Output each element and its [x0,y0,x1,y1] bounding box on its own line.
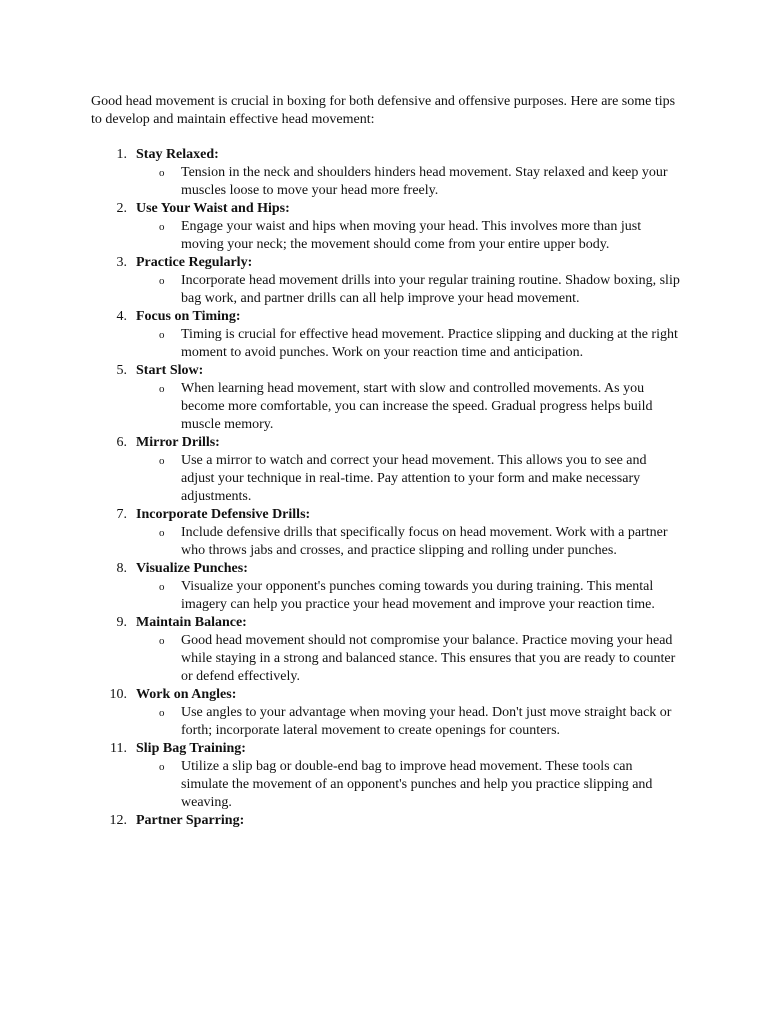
tip-detail-text: Use a mirror to watch and correct your head movement. This allows you to see and adjust your technique in real-time. Pay attention to your form and make necessary adjustments. [181,453,647,504]
bullet-icon: o [159,383,165,395]
tip-number: 5. [116,363,127,378]
tip-title: Focus on Timing: [136,309,241,324]
bullet-icon: o [159,221,165,233]
tip-title: Partner Sparring: [136,813,245,828]
bullet-icon: o [159,329,165,341]
tip-detail-item [159,578,681,614]
tip-number: 9. [116,615,127,630]
tip-detail-item [159,524,681,560]
bullet-icon: o [159,167,165,179]
tip-number: 7. [116,507,127,522]
tip-number: 10. [109,687,127,702]
tip-number: 2. [116,201,127,216]
tip-number: 8. [116,561,127,576]
tip-item [91,146,691,200]
tip-detail-text: Good head movement should not compromise your balance. Practice moving your head while staying in a strong and balanced stance. This ensures that you are ready to counter or defend effectively. [181,633,676,684]
tip-number: 4. [116,309,127,324]
tip-number: 12. [109,813,127,828]
tip-item [91,560,691,614]
tip-detail-text: Utilize a slip bag or double-end bag to improve head movement. These tools can simulate the movement of an opponent's punches and help you practice slipping and weaving. [181,759,653,810]
tip-detail-item [159,272,681,308]
tip-number: 3. [116,255,127,270]
bullet-icon: o [159,527,165,539]
tip-detail-text: Use angles to your advantage when moving your head. Don't just move straight back or forth; incorporate lateral movement to create openings for counters. [181,705,672,738]
tip-title: Stay Relaxed: [136,147,219,162]
tip-item [91,254,691,308]
tip-item [91,506,691,560]
intro-paragraph: Good head movement is crucial in boxing for both defensive and offensive purposes. Here are some tips to develop and maintain effective head movement: [91,94,676,127]
tip-title: Maintain Balance: [136,615,247,630]
tip-detail-item [159,380,681,434]
bullet-icon: o [159,707,165,719]
bullet-icon: o [159,635,165,647]
tip-detail-text: Timing is crucial for effective head movement. Practice slipping and ducking at the right moment to avoid punches. Work on your reaction time and anticipation. [181,327,678,360]
bullet-icon: o [159,761,165,773]
tip-title: Mirror Drills: [136,435,220,450]
tip-detail-text: Incorporate head movement drills into your regular training routine. Shadow boxing, slip bag work, and partner drills can all help improve your head movement. [181,273,680,306]
tip-detail-item [159,452,681,506]
bullet-icon: o [159,275,165,287]
tip-detail-item [159,704,681,740]
tip-item [91,308,691,362]
tip-number: 6. [116,435,127,450]
tip-title: Use Your Waist and Hips: [136,201,290,216]
bullet-icon: o [159,581,165,593]
tip-detail-text: Include defensive drills that specifically focus on head movement. Work with a partner who throws jabs and crosses, and practice slipping and rolling under punches. [181,525,668,558]
tip-detail-item [159,218,681,254]
tip-item [91,686,691,740]
tip-detail-text: When learning head movement, start with slow and controlled movements. As you become more comfortable, you can increase the speed. Gradual progress helps build muscle memory. [181,381,653,432]
tip-detail-item [159,632,681,686]
tips-list [91,146,691,830]
tip-item [91,362,691,434]
tip-detail-item [159,758,681,812]
tip-title: Incorporate Defensive Drills: [136,507,311,522]
tip-detail-text: Engage your waist and hips when moving your head. This involves more than just moving your neck; the movement should come from your entire upper body. [181,219,642,252]
tip-title: Work on Angles: [136,687,237,702]
tip-detail-item [159,164,681,200]
bullet-icon: o [159,455,165,467]
tip-detail-text: Tension in the neck and shoulders hinders head movement. Stay relaxed and keep your muscles loose to move your head more freely. [181,165,668,198]
tip-number: 11. [110,741,127,756]
tip-title: Slip Bag Training: [136,741,246,756]
tip-item [91,434,691,506]
tip-title: Visualize Punches: [136,561,248,576]
tip-item [91,200,691,254]
tip-title: Practice Regularly: [136,255,253,270]
tip-detail-item [159,326,681,362]
tip-item [91,812,691,830]
tip-number: 1. [116,147,127,162]
tip-item [91,614,691,686]
tip-detail-text: Visualize your opponent's punches coming towards you during training. This mental imagery can help you practice your head movement and improve your reaction time. [181,579,655,612]
tip-item [91,740,691,812]
tip-title: Start Slow: [136,363,204,378]
